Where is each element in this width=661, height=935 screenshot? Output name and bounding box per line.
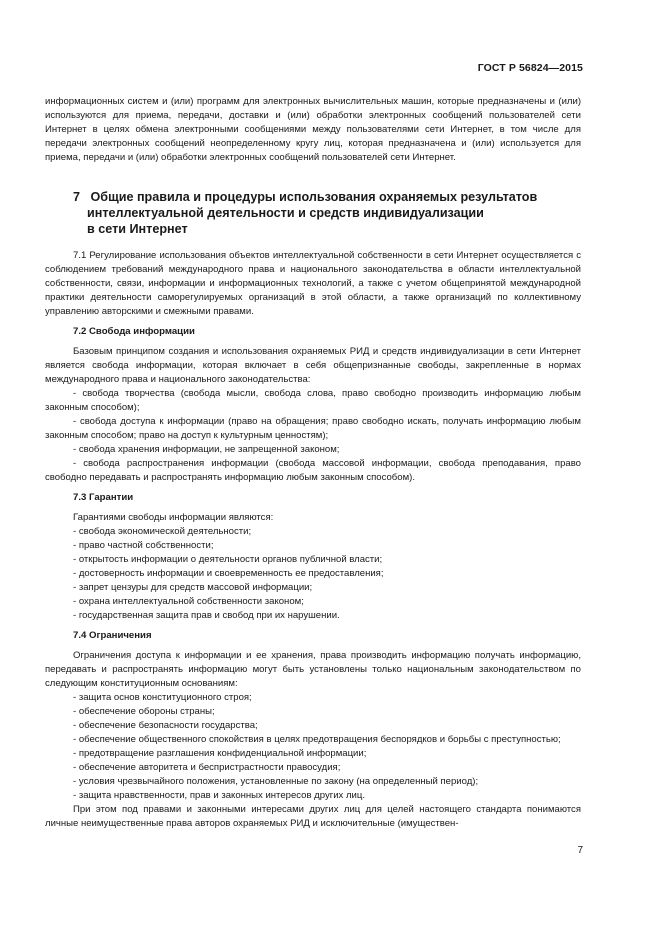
list-item: - охрана интеллектуальной собственности законом;	[73, 596, 304, 607]
subsection-7-3-title: 7.3 Гарантии	[73, 492, 134, 503]
list-item: - право частной собственности;	[73, 540, 214, 551]
list-item: - свобода экономической деятельности;	[73, 526, 252, 537]
paragraph: Гарантиями свободы информации являются:	[73, 512, 274, 523]
paragraph-7-1: 7.1 Регулирование использования объектов интеллектуальной собственности в сети Интернет осуществляется с соблюдением требований международного права и национального законодательства в области интеллектуальной собственности, связи, информации и информационных технологий, а также с учетом общепринятой международной практики деятельности саморегулируемых организаций в этой области, а также организаций по коллективному управлению авторскими и смежными правами.	[45, 250, 581, 317]
list-item: - свобода хранения информации, не запрещенной законом;	[73, 444, 340, 455]
list-item: - обеспечение обороны страны;	[73, 706, 215, 717]
section-title-line-1: Общие правила и процедуры использования охраняемых результатов	[90, 190, 538, 204]
list-item: - обеспечение авторитета и беспристрастности правосудия;	[73, 762, 341, 773]
list-item: - достоверность информации и своевременность ее предоставления;	[73, 568, 384, 579]
page-body	[45, 95, 581, 831]
list-item: - свобода распространения информации (свобода массовой информации, свобода преподавания, право свободно передавать и распространять информацию любым законным способом).	[45, 458, 581, 483]
list-item: - условия чрезвычайного положения, установленные по закону (на определенный период);	[73, 776, 479, 787]
list-item: - свобода доступа к информации (право на обращения; право свободно искать, получать информацию любым законным способом; право на доступ к культурным ценностям);	[45, 416, 581, 441]
section-title-line-3: в сети Интернет	[87, 222, 188, 236]
section-7-heading	[45, 189, 581, 237]
section-number: 7	[73, 190, 81, 204]
page-number: 7	[577, 845, 583, 856]
paragraph: При этом под правами и законными интересами других лиц для целей настоящего стандарта понимаются личные неимущественные права авторов охраняемых РИД и исключительные (имуществен-	[45, 804, 581, 829]
list-item: - обеспечение общественного спокойствия в целях предотвращения беспорядков и борьбы с преступностью;	[73, 734, 561, 745]
list-item: - защита нравственности, прав и законных интересов других лиц.	[73, 790, 365, 801]
list-item: - свобода творчества (свобода мысли, свобода слова, право свободно производить информацию любым законным способом);	[45, 388, 581, 413]
list-item: - запрет цензуры для средств массовой информации;	[73, 582, 313, 593]
subsection-7-4-title: 7.4 Ограничения	[73, 630, 152, 641]
subsection-7-2-title: 7.2 Свобода информации	[73, 326, 195, 337]
list-item: - открытость информации о деятельности органов публичной власти;	[73, 554, 383, 565]
paragraph: Ограничения доступа к информации и ее хранения, права производить информацию получать информацию, передавать и распространять информацию могут быть установлены только национальным законодательством по следующим конституционным основаниям:	[45, 650, 581, 689]
intro-paragraph: информационных систем и (или) программ для электронных вычислительных машин, которые предназначены и (или) используются для приема, передачи, доставки и (или) обработки электронных сообщений пользователей сети Интернет в целях обмена электронными сообщениями между пользователями сети Интернет, в том числе для передачи электронных сообщений неопределенному кругу лиц, которая предназначена и (или) используется для приема, передачи и (или) обработки электронных сообщений пользователей сети Интернет.	[45, 96, 581, 163]
list-item: - предотвращение разглашения конфиденциальной информации;	[73, 748, 367, 759]
list-item: - государственная защита прав и свобод при их нарушении.	[73, 610, 340, 621]
paragraph: Базовым принципом создания и использования охраняемых РИД и средств индивидуализации в сети Интернет является свобода информации, которая включает в себя общепризнанные свободы, закрепленные в нормах международного права и национального законодательства:	[45, 346, 581, 385]
list-item: - обеспечение безопасности государства;	[73, 720, 258, 731]
section-title-line-2: интеллектуальной деятельности и средств индивидуализации	[87, 206, 484, 220]
document-code-header: ГОСТ Р 56824—2015	[477, 62, 583, 74]
list-item: - защита основ конституционного строя;	[73, 692, 252, 703]
